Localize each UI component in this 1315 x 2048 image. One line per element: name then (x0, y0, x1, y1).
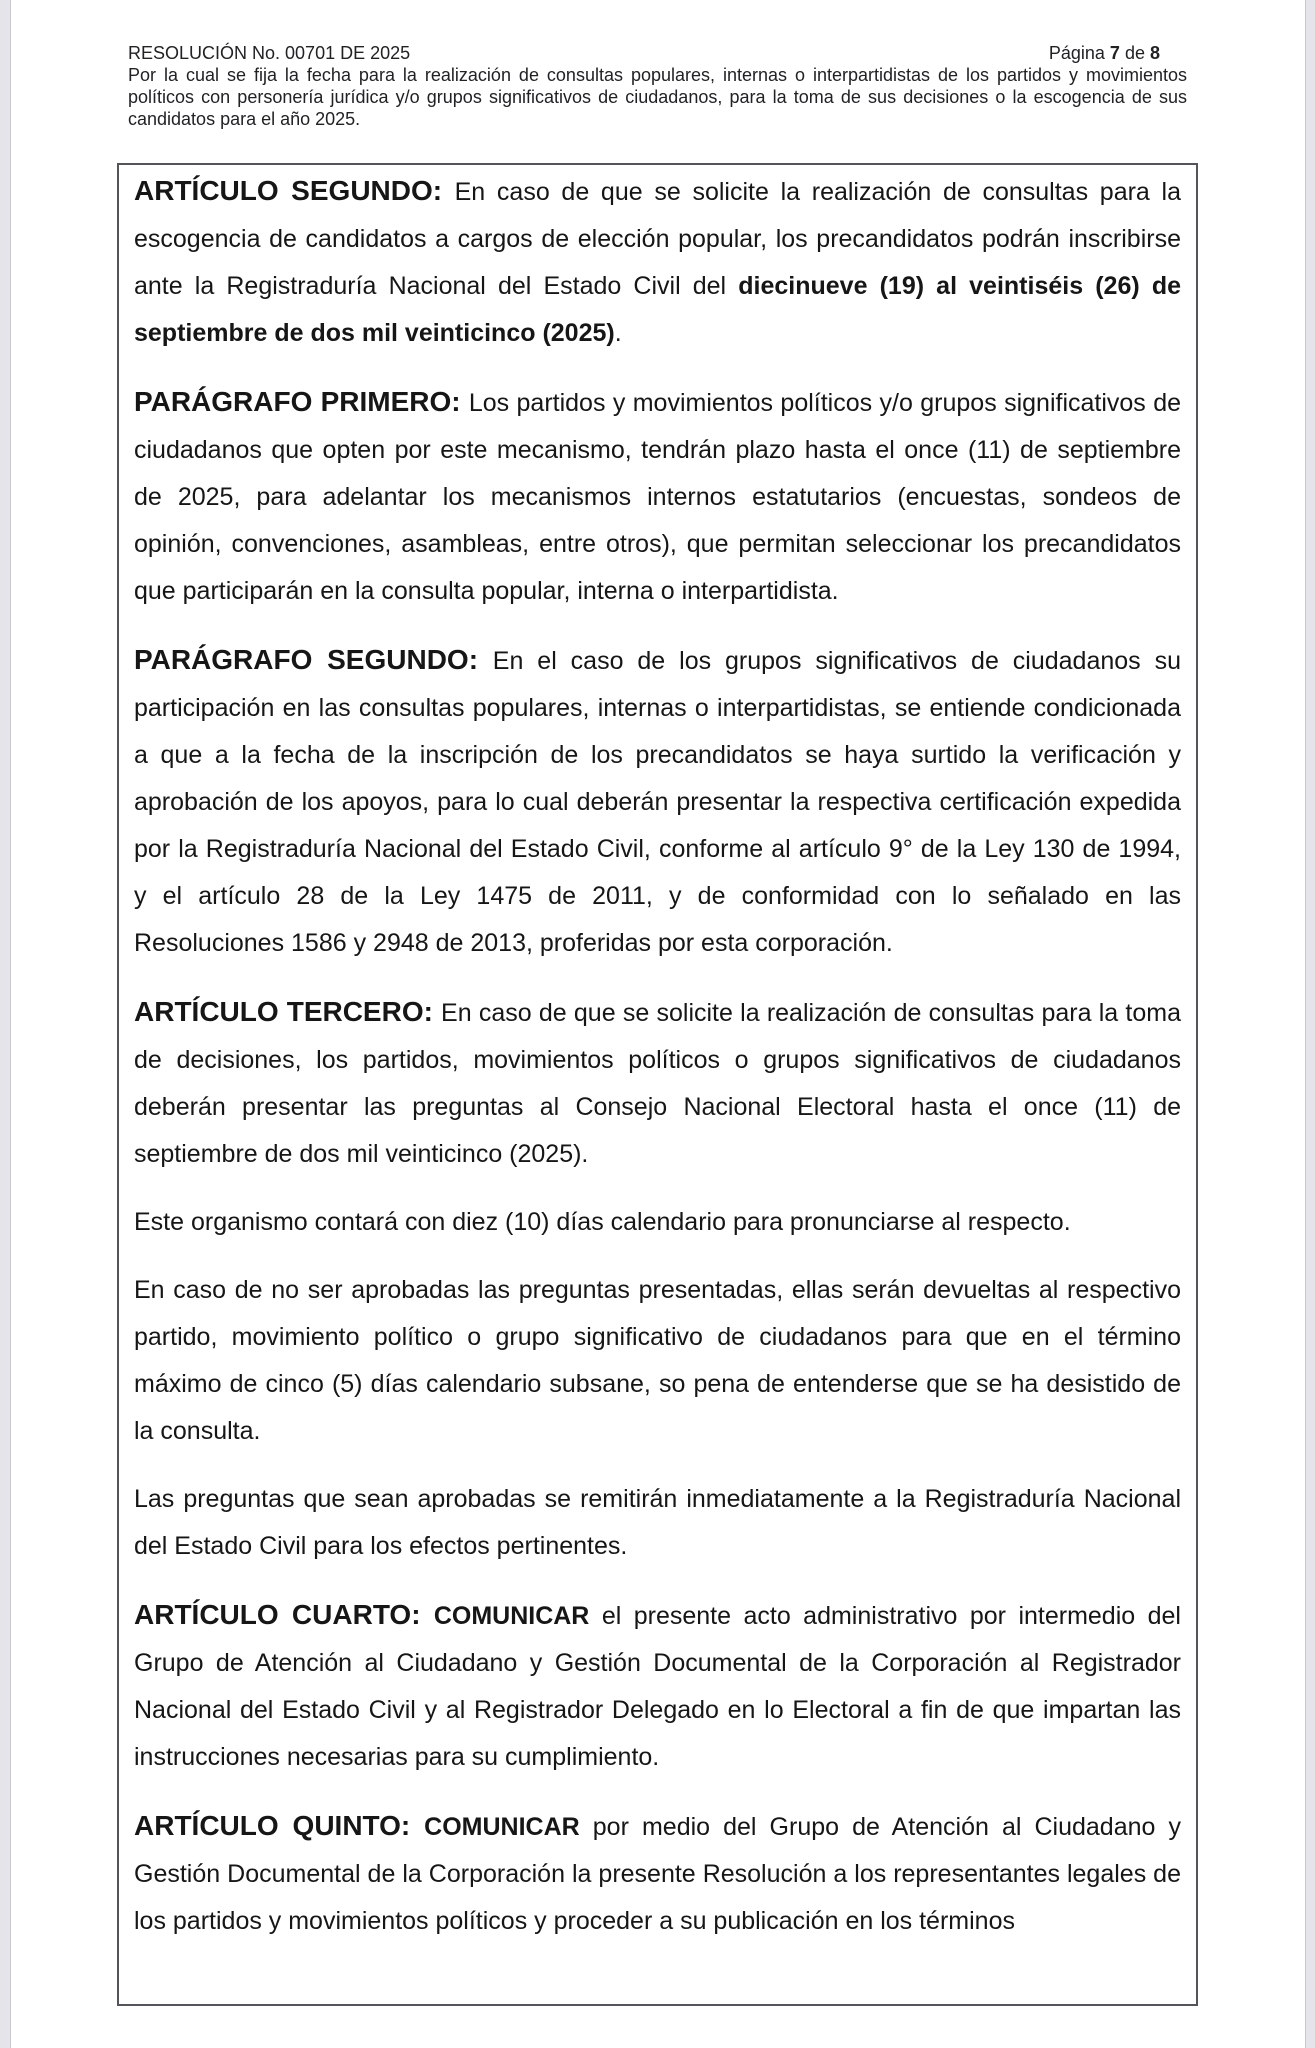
resolution-body-box (117, 163, 1198, 2006)
paragraph-preguntas-aprobadas (134, 1476, 1181, 1570)
paragraph-articulo-cuarto-bold-segment: COMUNICAR (433, 1602, 590, 1630)
page-number-current: 7 (1109, 43, 1120, 63)
page-indicator (1049, 42, 1187, 64)
paragraph-articulo-segundo-normal-segment: En caso de que se solicite la realización de consultas para la escogencia de candidatos a cargos de elección popular, los precandidatos podrán inscribirse ante la Registraduría Nacional del Estado Civil del (134, 178, 1181, 300)
resolution-subject: Por la cual se fija la fecha para la realización de consultas populares, internas o interpartidistas de los partidos y movimientos políticos con personería jurídica y/o grupos significativos de ciudadanos, para la toma de sus decisiones o la escogencia de sus candidatos para el año 2025. (128, 65, 1187, 129)
paragraph-articulo-cuarto-heading-segment: ARTÍCULO CUARTO: (134, 1599, 434, 1630)
paragraph-paragrafo-segundo (134, 636, 1181, 967)
paragraph-articulo-quinto-bold-segment: COMUNICAR (424, 1813, 580, 1841)
paragraph-articulo-tercero-normal-segment: En caso de que se solicite la realización de consultas para la toma de decisiones, los partidos, movimientos políticos o grupos significativos de ciudadanos deberán presentar las preguntas al Consejo Nacional Electoral hasta el once (11) de septiembre de dos mil veinticinco (2025). (134, 999, 1181, 1168)
paragraph-articulo-segundo (134, 167, 1181, 357)
page-indicator-separator: de (1124, 43, 1145, 63)
paragraph-paragrafo-segundo-heading-segment: PARÁGRAFO SEGUNDO: (134, 644, 493, 675)
paragraph-preguntas-aprobadas-normal-segment: Las preguntas que sean aprobadas se remitirán inmediatamente a la Registraduría Nacional del Estado Civil para los efectos pertinentes. (134, 1485, 1181, 1560)
paragraph-articulo-segundo-bold-segment: diecinueve (19) al veintiséis (26) de septiembre de dos mil veinticinco (2025) (134, 272, 1181, 347)
page-number-total: 8 (1149, 43, 1160, 63)
paragraph-articulo-quinto-normal-segment: por medio del Grupo de Atención al Ciudadano y Gestión Documental de la Corporación la presente Resolución a los representantes legales de los partidos y movimientos políticos y proceder a su publicación en los términos (134, 1813, 1181, 1935)
paragraph-plazo-pronunciamiento-normal-segment: Este organismo contará con diez (10) días calendario para pronunciarse al respecto. (134, 1208, 1071, 1236)
paragraph-articulo-segundo-normal-segment: . (614, 319, 622, 347)
paragraph-preguntas-no-aprobadas-normal-segment: En caso de no ser aprobadas las preguntas presentadas, ellas serán devueltas al respectivo partido, movimiento político o grupo significativo de ciudadanos para que en el término máximo de cinco (5) días calendario subsane, so pena de entenderse que se ha desistido de la consulta. (134, 1276, 1181, 1445)
resolution-number: RESOLUCIÓN No. 00701 DE 2025 (128, 43, 411, 63)
paragraph-plazo-pronunciamiento (134, 1199, 1181, 1246)
paragraph-articulo-segundo-heading-segment: ARTÍCULO SEGUNDO: (134, 175, 455, 206)
paragraph-paragrafo-segundo-normal-segment: En el caso de los grupos significativos de ciudadanos su participación en las consultas populares, internas o interpartidistas, se entiende condicionada a que a la fecha de la inscripción de los precandidatos se haya surtido la verificación y aprobación de los apoyos, para lo cual deberán presentar la respectiva certificación expedida por la Registraduría Nacional del Estado Civil, conforme al artículo 9° de la Ley 130 de 1994, y el artículo 28 de la Ley 1475 de 2011, y de conformidad con lo señalado en las Resoluciones 1586 y 2948 de 2013, proferidas por esta corporación. (134, 647, 1181, 957)
paragraph-articulo-tercero (134, 988, 1181, 1178)
page-header (128, 42, 1187, 130)
paragraph-articulo-quinto (134, 1802, 1181, 1945)
paragraph-articulo-tercero-heading-segment: ARTÍCULO TERCERO: (134, 996, 442, 1027)
paragraph-paragrafo-primero-heading-segment: PARÁGRAFO PRIMERO: (134, 386, 469, 417)
paragraph-paragrafo-primero-normal-segment: Los partidos y movimientos políticos y/o grupos significativos de ciudadanos que opten por este mecanismo, tendrán plazo hasta el once (11) de septiembre de 2025, para adelantar los mecanismos internos estatutarios (encuestas, sondeos de opinión, convenciones, asambleas, entre otros), que permitan seleccionar los precandidatos que participarán en la consulta popular, interna o interpartidista. (134, 389, 1182, 605)
paragraph-paragrafo-primero (134, 378, 1181, 615)
paragraph-articulo-cuarto (134, 1591, 1181, 1781)
right-page-gutter (1305, 0, 1315, 2048)
paragraph-articulo-cuarto-normal-segment: el presente acto administrativo por intermedio del Grupo de Atención al Ciudadano y Gestión Documental de la Corporación al Registrador Nacional del Estado Civil y al Registrador Delegado en lo Electoral a fin de que impartan las instrucciones necesarias para su cumplimiento. (134, 1602, 1181, 1771)
left-page-gutter (0, 0, 11, 2048)
page-indicator-prefix: Página (1048, 43, 1105, 63)
paragraph-articulo-quinto-heading-segment: ARTÍCULO QUINTO: (134, 1810, 425, 1841)
paragraph-preguntas-no-aprobadas (134, 1267, 1181, 1455)
